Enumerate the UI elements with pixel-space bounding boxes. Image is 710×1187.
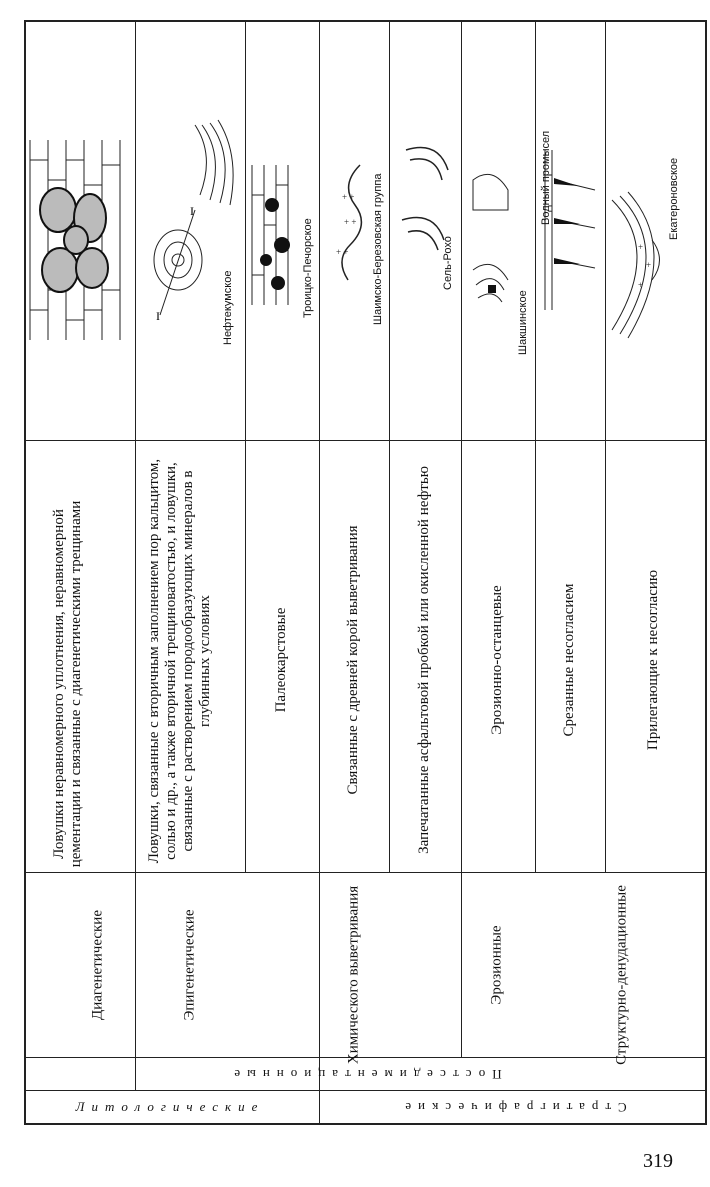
svg-text:+ +: + + xyxy=(336,247,349,257)
group-label-postsedimentation: Постседиментационные xyxy=(227,1067,502,1083)
weathering-crust-trap-diagram xyxy=(330,165,370,280)
figure-label-vodnyi-promysel: Водный промысел xyxy=(540,130,552,225)
figure-label-ekateronovskoe: Екатероновское xyxy=(668,157,680,240)
adjacent-unconformity-trap-diagram xyxy=(612,190,692,340)
diagenetic-trap-diagram xyxy=(30,140,130,340)
description-erosion-remnant: Эрозионно-останцевые xyxy=(489,585,506,735)
svg-text:I: I xyxy=(190,204,194,218)
description-epigenetic: Ловушки, связанные с вторичным заполнением пор кальцитом, солью и др., а также вторичной трещиноватостью, и ловушки, связанные с растворением породообразующих минералов в глубинных условиях xyxy=(145,458,214,864)
category-weathering: Химического выветривания xyxy=(345,885,362,1065)
svg-text:+: + xyxy=(646,260,652,270)
svg-text:I: I xyxy=(156,309,160,323)
figure-label-shaimsko-berezovskaya: Шаимско-Березовская группа xyxy=(372,173,384,325)
paleokarst-trap-diagram xyxy=(252,165,298,305)
svg-text:+: + xyxy=(638,280,644,290)
svg-text:+ +: + + xyxy=(344,217,357,227)
group-label-lithologic: Литологические xyxy=(75,1098,265,1114)
svg-text:+ +: + + xyxy=(342,192,355,202)
description-adjacent: Прилегающие к несогласию xyxy=(645,569,662,751)
group-label-stratigraphic: Стратиграфические xyxy=(398,1100,627,1116)
svg-text:+: + xyxy=(638,242,644,252)
description-truncated: Срезанные несогласием xyxy=(561,583,578,737)
category-diagenetic: Диагенетические xyxy=(89,910,106,1021)
category-erosion: Эрозионные xyxy=(488,925,505,1005)
figure-label-neftekumskoe: Нефтекумское xyxy=(222,270,234,345)
page-number: 319 xyxy=(643,1150,673,1172)
description-diagenetic: Ловушки неравномерного уплотнения, неравномерной цементации и связанные с диагенетическими трещинами xyxy=(50,500,84,868)
figure-label-troitsko-pechorskoe: Троицко-Печорское xyxy=(302,218,314,318)
category-structural-denudation: Структурно-денудационные xyxy=(613,885,630,1065)
description-weathering-crust: Связанные с древней корой выветривания xyxy=(345,525,362,795)
description-asphalt-sealed: Запечатанные асфальтовой пробкой или окисленной нефтью xyxy=(416,466,433,854)
figure-label-sel-rokho: Сель-Рохо xyxy=(442,236,454,290)
description-paleokarst: Палеокарстовые xyxy=(273,607,290,713)
figure-label-shakshinskoe: Шакшинское xyxy=(517,290,529,355)
category-epigenetic: Эпигенетические xyxy=(181,909,198,1021)
